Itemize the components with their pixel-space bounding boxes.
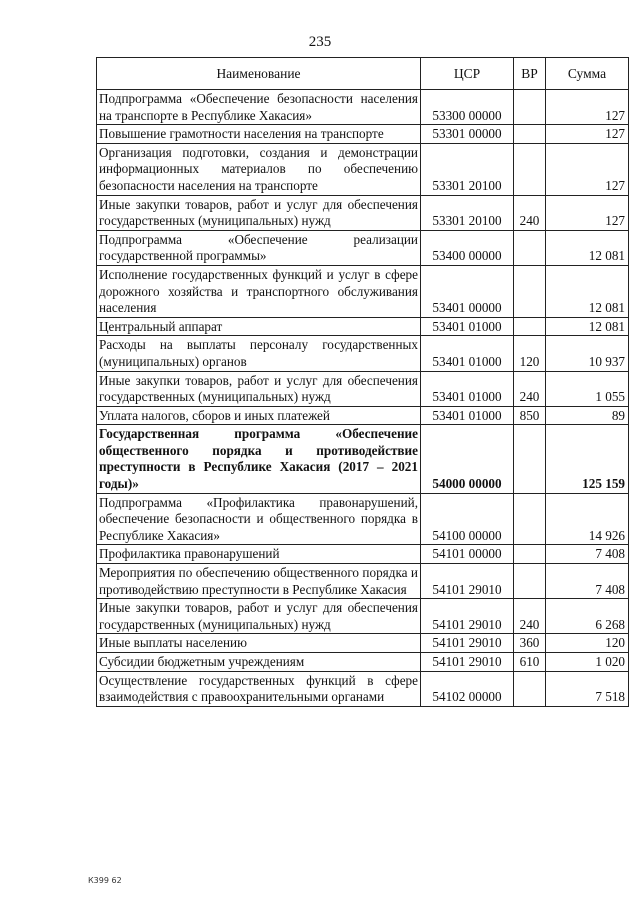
row-vr-cell [514, 230, 546, 265]
row-csr-cell: 54101 00000 [421, 545, 514, 564]
row-sum-cell: 89 [546, 406, 629, 425]
row-name-cell: Иные закупки товаров, работ и услуг для обеспечения государственных (муниципальных) нужд [97, 195, 421, 230]
row-vr-cell: 240 [514, 195, 546, 230]
row-csr-cell: 53401 01000 [421, 371, 514, 406]
table-row [97, 564, 629, 599]
table-row [97, 195, 629, 230]
row-name-cell: Мероприятия по обеспечению общественного порядка и противодействию преступности в Республике Хакасия [97, 564, 421, 599]
row-name-cell: Подпрограмма «Профилактика правонарушений, обеспечение безопасности и общественного порядка в Республике Хакасия» [97, 493, 421, 545]
row-csr-cell: 53301 00000 [421, 125, 514, 144]
table-row [97, 634, 629, 653]
table-row [97, 265, 629, 317]
row-vr-cell [514, 317, 546, 336]
row-csr-cell: 53300 00000 [421, 90, 514, 125]
row-name-cell: Расходы на выплаты персоналу государственных (муниципальных) органов [97, 336, 421, 371]
table-row [97, 406, 629, 425]
row-sum-cell: 127 [546, 125, 629, 144]
row-name-cell: Повышение грамотности населения на транспорте [97, 125, 421, 144]
row-csr-cell: 53401 01000 [421, 317, 514, 336]
row-vr-cell [514, 545, 546, 564]
row-name-cell: Иные закупки товаров, работ и услуг для обеспечения государственных (муниципальных) нужд [97, 599, 421, 634]
row-vr-cell [514, 265, 546, 317]
table-row [97, 317, 629, 336]
row-name-cell: Организация подготовки, создания и демонстрации информационных материалов по обеспечению безопасности населения на транспорте [97, 143, 421, 195]
row-sum-cell: 1 055 [546, 371, 629, 406]
footer-code: К399 62 [88, 876, 122, 885]
table-header-row [97, 58, 629, 90]
table-row [97, 125, 629, 144]
table-row [97, 493, 629, 545]
row-csr-cell: 53401 01000 [421, 406, 514, 425]
row-vr-cell [514, 671, 546, 706]
table-row [97, 425, 629, 493]
row-sum-cell: 12 081 [546, 317, 629, 336]
table-row [97, 671, 629, 706]
row-sum-cell: 12 081 [546, 265, 629, 317]
row-name-cell: Иные закупки товаров, работ и услуг для обеспечения государственных (муниципальных) нужд [97, 371, 421, 406]
row-sum-cell: 7 518 [546, 671, 629, 706]
row-csr-cell: 54000 00000 [421, 425, 514, 493]
row-sum-cell: 6 268 [546, 599, 629, 634]
header-vr: ВР [514, 58, 546, 90]
row-sum-cell: 10 937 [546, 336, 629, 371]
row-sum-cell: 127 [546, 90, 629, 125]
row-vr-cell: 120 [514, 336, 546, 371]
row-name-cell: Подпрограмма «Обеспечение безопасности населения на транспорте в Республике Хакасия» [97, 90, 421, 125]
row-csr-cell: 53301 20100 [421, 195, 514, 230]
row-name-cell: Иные выплаты населению [97, 634, 421, 653]
row-csr-cell: 54101 29010 [421, 599, 514, 634]
row-sum-cell: 7 408 [546, 564, 629, 599]
row-vr-cell: 850 [514, 406, 546, 425]
row-sum-cell: 125 159 [546, 425, 629, 493]
row-vr-cell: 610 [514, 653, 546, 672]
row-sum-cell: 12 081 [546, 230, 629, 265]
table-row [97, 545, 629, 564]
row-csr-cell: 54101 29010 [421, 653, 514, 672]
table-row [97, 90, 629, 125]
table-row [97, 336, 629, 371]
row-sum-cell: 127 [546, 195, 629, 230]
row-vr-cell [514, 425, 546, 493]
row-name-cell: Профилактика правонарушений [97, 545, 421, 564]
row-csr-cell: 53401 01000 [421, 336, 514, 371]
row-csr-cell: 53400 00000 [421, 230, 514, 265]
table-row [97, 599, 629, 634]
row-sum-cell: 127 [546, 143, 629, 195]
row-sum-cell: 120 [546, 634, 629, 653]
row-csr-cell: 54101 29010 [421, 564, 514, 599]
row-csr-cell: 54100 00000 [421, 493, 514, 545]
header-sum: Сумма [546, 58, 629, 90]
table-row [97, 230, 629, 265]
row-vr-cell [514, 564, 546, 599]
row-name-cell: Центральный аппарат [97, 317, 421, 336]
table-row [97, 653, 629, 672]
page-number: 235 [308, 34, 332, 50]
row-name-cell: Исполнение государственных функций и услуг в сфере дорожного хозяйства и транспортного обслуживания населения [97, 265, 421, 317]
header-csr: ЦСР [421, 58, 514, 90]
row-sum-cell: 7 408 [546, 545, 629, 564]
row-csr-cell: 53301 20100 [421, 143, 514, 195]
row-csr-cell: 54101 29010 [421, 634, 514, 653]
row-vr-cell [514, 493, 546, 545]
row-name-cell: Подпрограмма «Обеспечение реализации государственной программы» [97, 230, 421, 265]
row-name-cell: Субсидии бюджетным учреждениям [97, 653, 421, 672]
row-vr-cell: 240 [514, 599, 546, 634]
row-vr-cell [514, 125, 546, 144]
row-vr-cell [514, 90, 546, 125]
budget-table [96, 57, 629, 707]
row-name-cell: Уплата налогов, сборов и иных платежей [97, 406, 421, 425]
table-row [97, 371, 629, 406]
row-csr-cell: 54102 00000 [421, 671, 514, 706]
row-vr-cell: 240 [514, 371, 546, 406]
row-name-cell: Осуществление государственных функций в сфере взаимодействия с правоохранительными органами [97, 671, 421, 706]
row-vr-cell [514, 143, 546, 195]
header-name: Наименование [97, 58, 421, 90]
row-csr-cell: 53401 00000 [421, 265, 514, 317]
row-name-cell: Государственная программа «Обеспечение общественного порядка и противодействие преступности в Республике Хакасия (2017 – 2021 годы)» [97, 425, 421, 493]
table-row [97, 143, 629, 195]
row-sum-cell: 1 020 [546, 653, 629, 672]
row-vr-cell: 360 [514, 634, 546, 653]
row-sum-cell: 14 926 [546, 493, 629, 545]
